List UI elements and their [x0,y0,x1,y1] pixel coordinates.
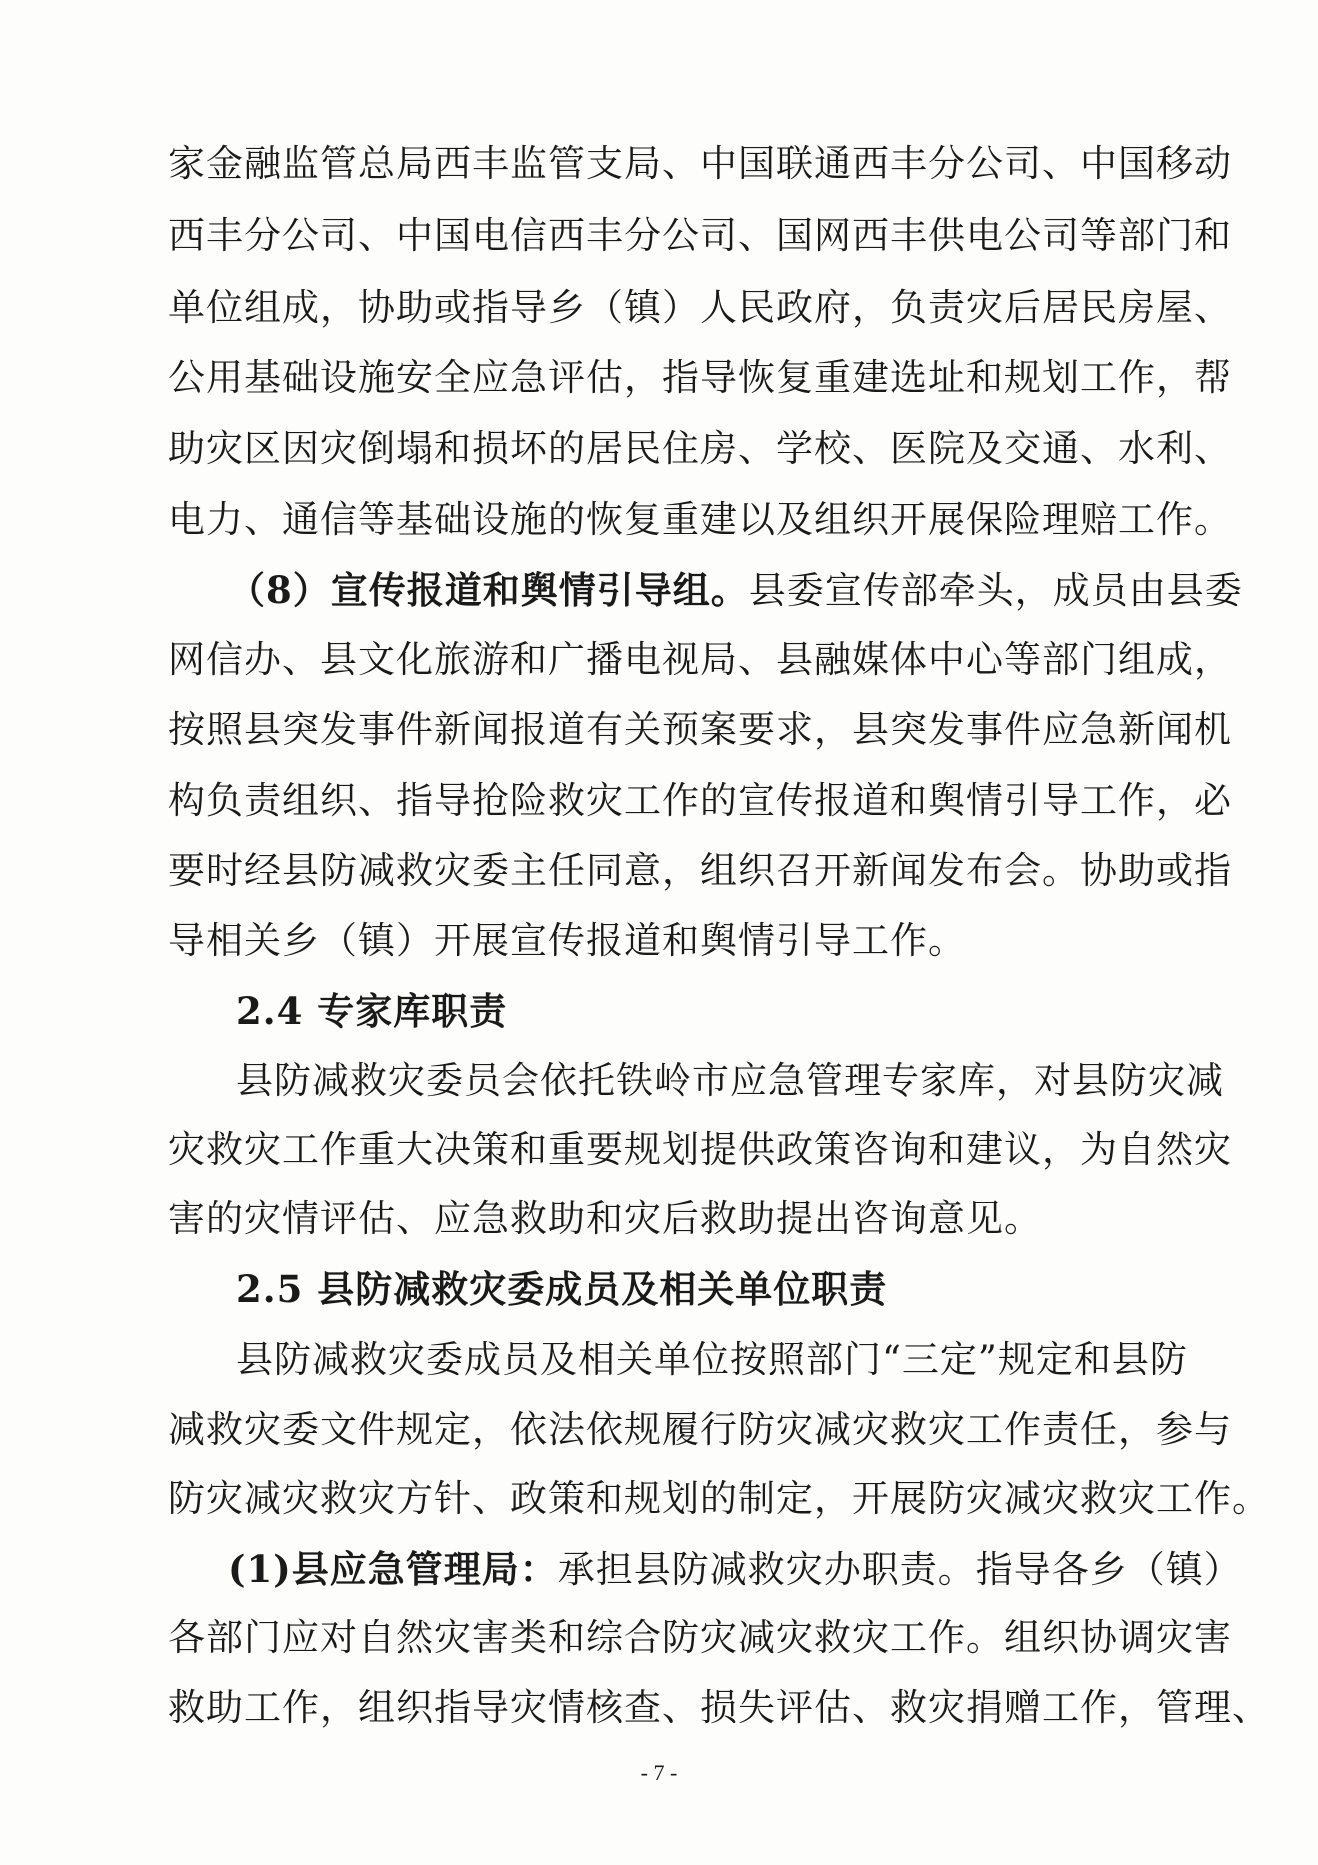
text-line: 家金融监管总局西丰监管支局、中国联通西丰分公司、中国移动 [168,142,1232,185]
text-line: 助灾区因灾倒塌和损坏的居民住房、学校、医院及交通、水利、 [168,427,1232,470]
text-line: 救助工作，组织指导灾情核查、损失评估、救灾捐赠工作，管理、 [168,1686,1270,1729]
section-heading-2-4: 2.4 专家库职责 [236,989,508,1033]
text-line: 灾救灾工作重大决策和重要规划提供政策咨询和建议，为自然灾 [168,1128,1232,1171]
page-number: - 7 - [640,1760,678,1785]
text-line: 构负责组织、指导抢险救灾工作的宣传报道和舆情引导工作，必 [168,779,1232,822]
text-line: 导相关乡（镇）开展宣传报道和舆情引导工作。 [168,919,966,962]
section-heading-2-5: 2.5 县防减救灾委成员及相关单位职责 [236,1267,888,1311]
text-line: 单位组成，协助或指导乡（镇）人民政府，负责灾后居民房屋、 [168,286,1232,329]
text-line: 县防减救灾委员会依托铁岭市应急管理专家库，对县防灾减 [236,1059,1224,1102]
text-line-heading-8: （8）宣传报道和舆情引导组。县委宣传部牵头，成员由县委 [228,568,1243,612]
group-heading: （8）宣传报道和舆情引导组。 [228,568,749,612]
text-line: 害的灾情评估、应急救助和灾后救助提出咨询意见。 [168,1197,1042,1240]
text-line: 减救灾委文件规定，依法依规履行防灾减灾救灾工作责任，参与 [168,1408,1232,1451]
text-line: 各部门应对自然灾害类和综合防灾减灾救灾工作。组织协调灾害 [168,1616,1232,1659]
text-line: 西丰分公司、中国电信西丰分公司、国网西丰供电公司等部门和 [168,214,1232,257]
text-line: 防灾减灾救灾方针、政策和规划的制定，开展防灾减灾救灾工作。 [168,1477,1270,1520]
text-line: 公用基础设施安全应急评估，指导恢复重建选址和规划工作，帮 [168,356,1232,399]
text-line-item-1: (1)县应急管理局：承担县防减救灾办职责。指导各乡（镇） [228,1547,1242,1591]
item-heading: (1)县应急管理局： [228,1547,558,1591]
text-line: 网信办、县文化旅游和广播电视局、县融媒体中心等部门组成， [168,638,1232,681]
text-line: 县防减救灾委成员及相关单位按照部门“三定”规定和县防 [236,1338,1188,1381]
text-line: 按照县突发事件新闻报道有关预案要求，县突发事件应急新闻机 [168,708,1232,751]
text-line: 要时经县防减救灾委主任同意，组织召开新闻发布会。协助或指 [168,849,1232,892]
text-line: 电力、通信等基础设施的恢复重建以及组织开展保险理赔工作。 [168,498,1232,541]
